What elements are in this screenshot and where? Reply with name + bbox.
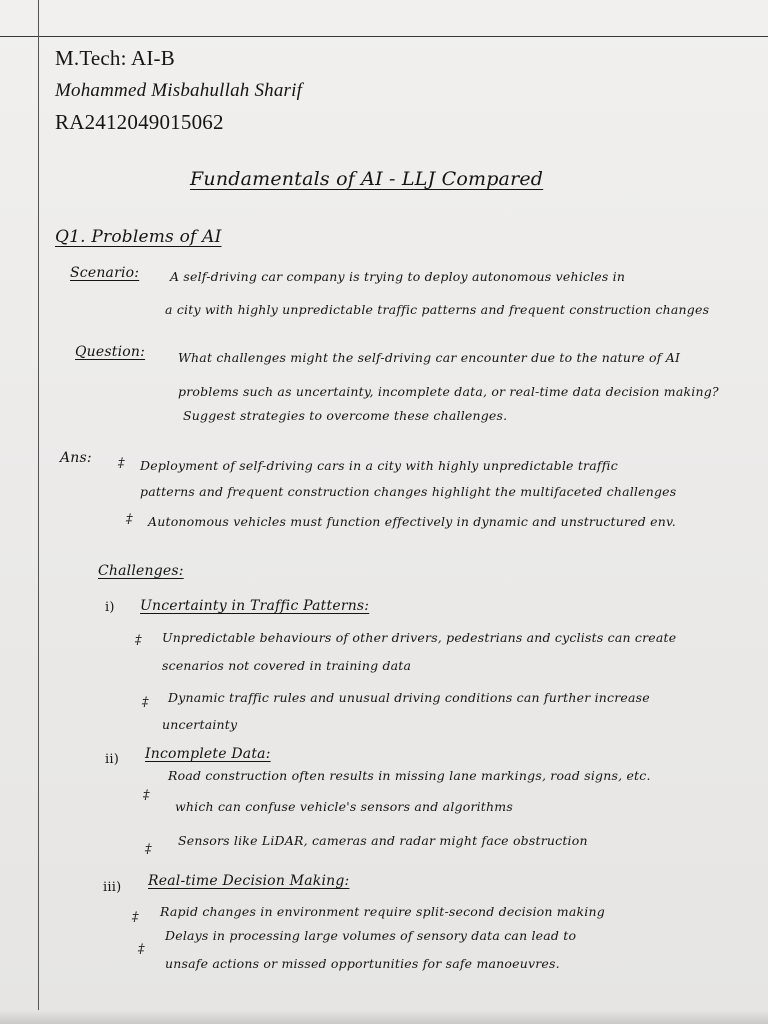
question-line-3: Suggest strategies to overcome these challenges. [183,408,508,423]
challenge-3-title: Real-time Decision Making: [148,873,350,889]
bullet-icon: ‡ [132,910,139,925]
scenario-line-1: A self-driving car company is trying to deploy autonomous vehicles in [170,269,626,284]
challenge-2-point-2: Sensors like LiDAR, cameras and radar might face obstruction [178,833,588,848]
page-edge-shadow [0,1010,768,1024]
answer-label: Ans: [60,450,92,466]
student-name: Mohammed Misbahullah Sharif [55,80,303,101]
challenge-2-title: Incomplete Data: [145,746,271,762]
question-heading: Q1. Problems of AI [55,227,222,247]
course-label: M.Tech: AI-B [55,46,175,70]
challenge-1-point-1-line-2: scenarios not covered in training data [162,658,412,673]
challenge-1-number: i) [105,600,115,615]
question-line-2: problems such as uncertainty, incomplete data, or real-time data decision making? [178,384,719,399]
scenario-label: Scenario: [70,265,140,281]
page-title: Fundamentals of AI - LLJ Compared [190,168,544,190]
bullet-icon: ‡ [138,942,145,957]
challenge-3-number: iii) [103,880,122,895]
challenge-3-point-2-line-1: Delays in processing large volumes of sensory data can lead to [165,928,577,943]
challenge-1-point-2-line-1: Dynamic traffic rules and unusual driving conditions can further increase [168,690,650,705]
bullet-icon: ‡ [118,456,125,471]
challenge-3-point-1: Rapid changes in environment require split-second decision making [160,904,605,919]
challenge-1-point-1-line-1: Unpredictable behaviours of other drivers, pedestrians and cyclists can create [162,630,677,645]
challenge-3-point-2-line-2: unsafe actions or missed opportunities for safe manoeuvres. [165,956,560,971]
question-line-1: What challenges might the self-driving car encounter due to the nature of AI [178,350,681,365]
scenario-line-2: a city with highly unpredictable traffic patterns and frequent construction changes [165,302,710,317]
challenge-1-title: Uncertainty in Traffic Patterns: [140,598,370,614]
bullet-icon: ‡ [126,512,133,527]
challenge-1-point-2-line-2: uncertainty [162,717,238,732]
bullet-icon: ‡ [143,788,150,803]
challenge-2-point-1-line-2: which can confuse vehicle's sensors and algorithms [175,799,513,814]
bullet-icon: ‡ [135,633,142,648]
challenge-2-number: ii) [105,752,119,767]
question-label: Question: [75,344,146,360]
margin-rule [38,0,39,1010]
top-rule [0,36,768,37]
challenge-2-point-1-line-1: Road construction often results in missing lane markings, road signs, etc. [168,768,651,783]
registration-number: RA2412049015062 [55,110,224,134]
challenges-heading: Challenges: [98,563,184,579]
answer-bullet-1-line-2: patterns and frequent construction changes highlight the multifaceted challenges [140,484,677,499]
answer-bullet-1-line-1: Deployment of self-driving cars in a city with highly unpredictable traffic [140,458,618,473]
bullet-icon: ‡ [145,842,152,857]
answer-bullet-2: Autonomous vehicles must function effectively in dynamic and unstructured env. [148,514,676,529]
bullet-icon: ‡ [142,695,149,710]
